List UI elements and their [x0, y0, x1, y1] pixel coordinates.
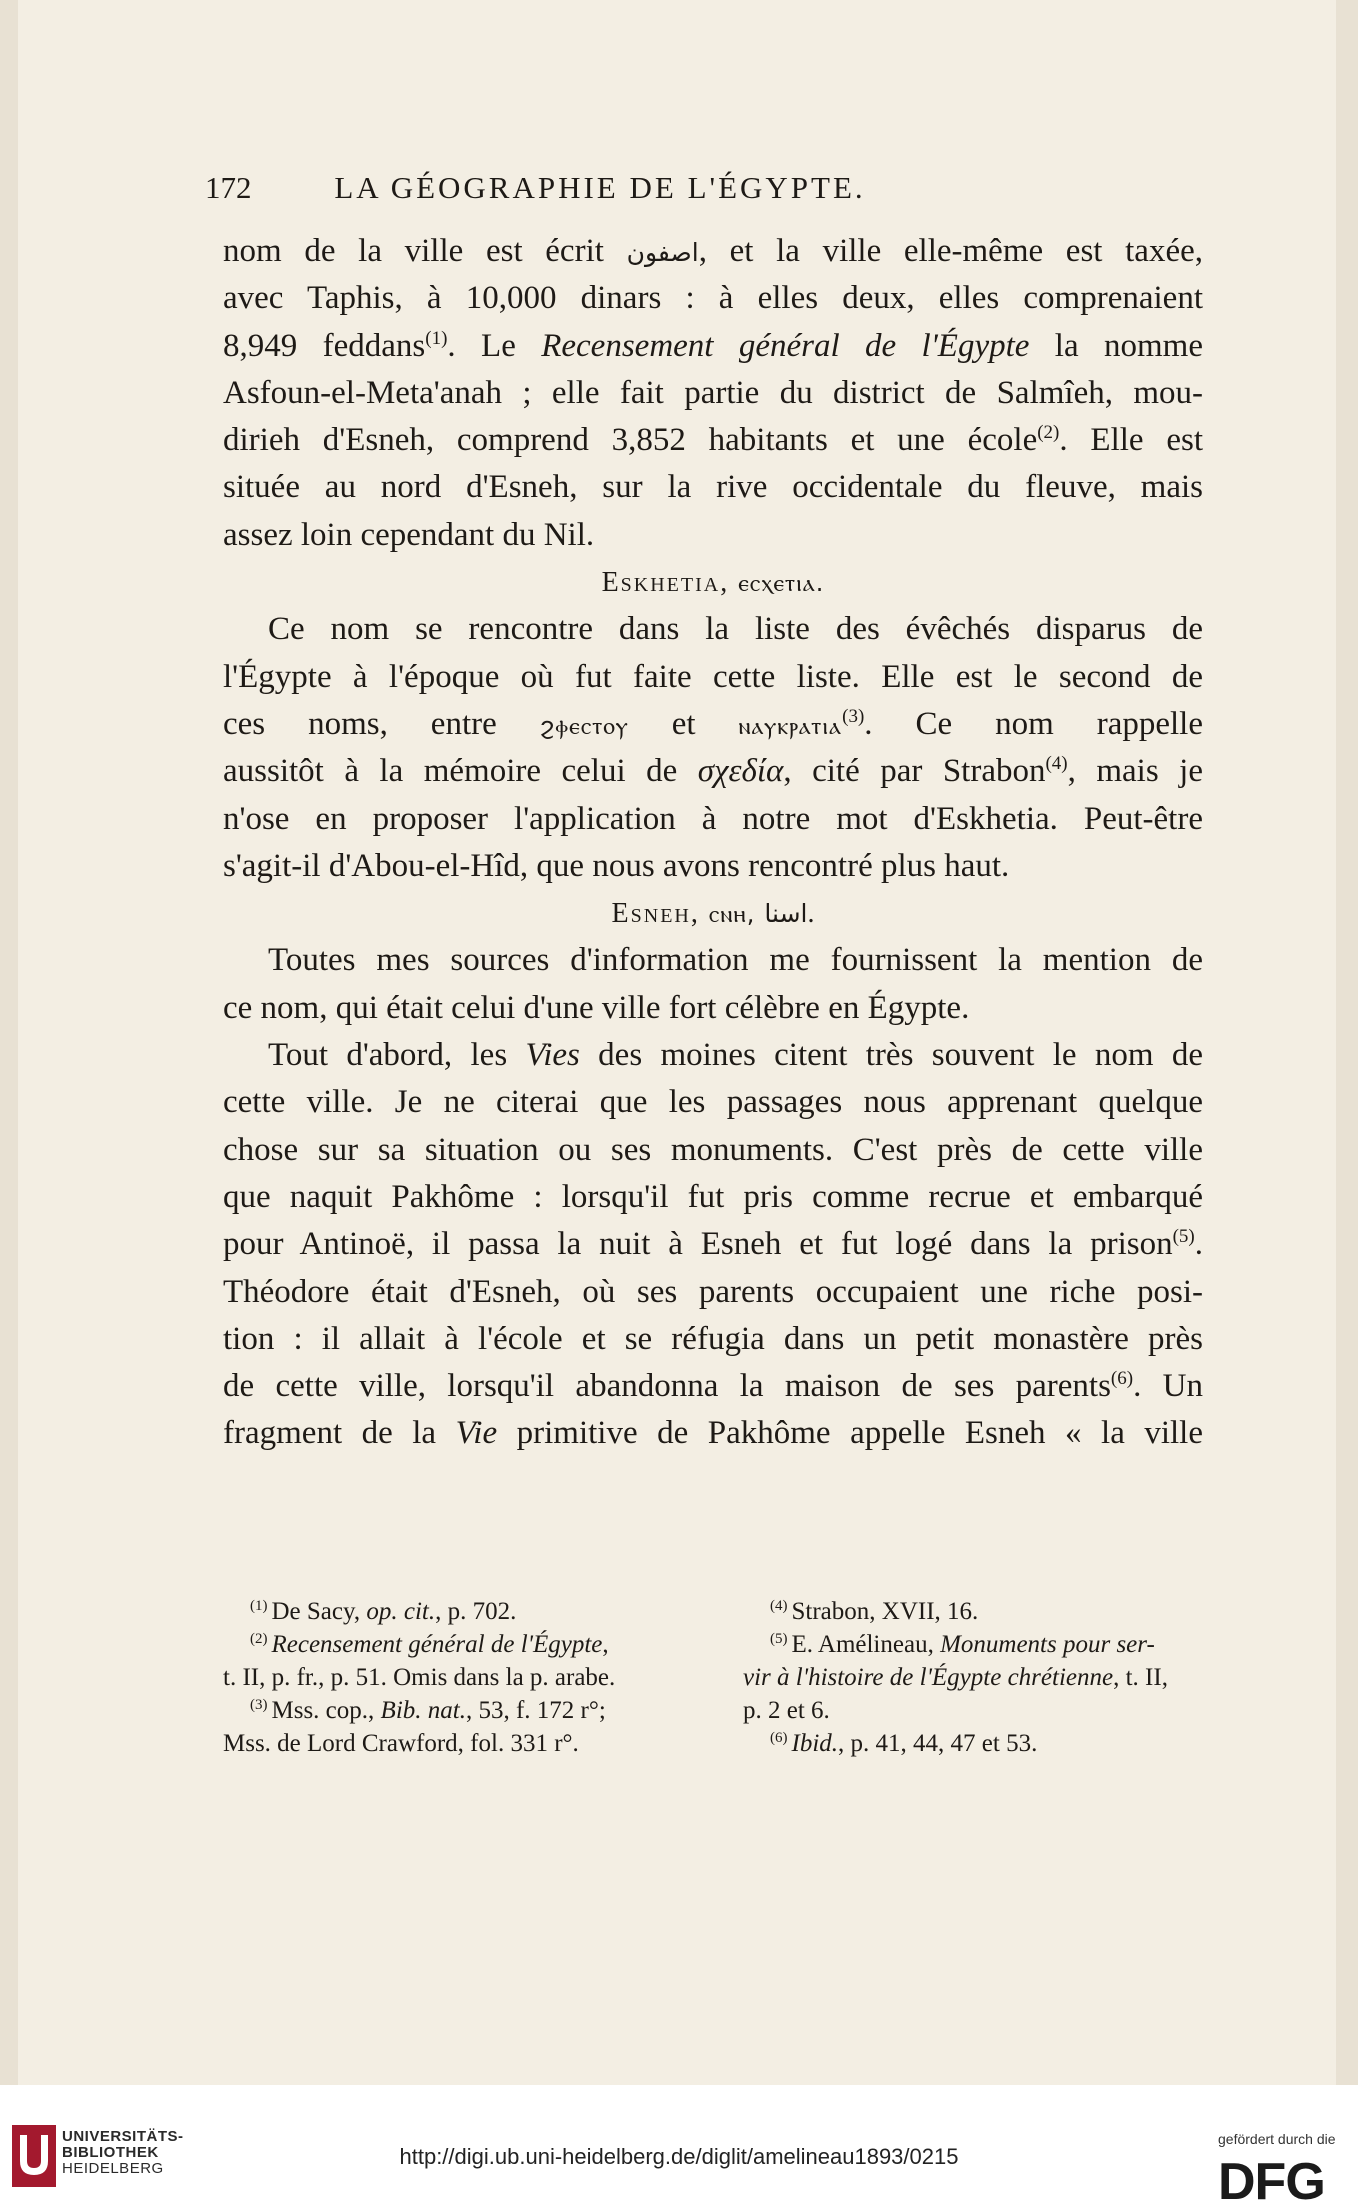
text-line: pour Antinoë, il passa la nuit à Esneh et fut logé dans la prison$^{(5)}$. [223, 1226, 1203, 1263]
text-line: Asfoun-el-Meta'anah ; elle fait partie du district de Salmîeh, mou- [223, 374, 1203, 411]
footnote-ref: (2) [1037, 422, 1060, 444]
text-line: tion : il allait à l'école et se réfugia dans un petit monastère près [223, 1320, 1203, 1357]
text-line: 8,949 feddans$^{(1)}$. Le Recensement général de l'Égypte la nomme [223, 327, 1203, 364]
section-heading-esneh: Esneh, ⲥⲛⲏ, اسنا. [611, 898, 815, 930]
coptic-word: ⲛⲁⲩⲕⲣⲁⲧⲓⲁ [738, 711, 843, 740]
text-line: cette ville. Je ne citerai que les passages nous apprenant quelque [223, 1084, 1203, 1121]
text-line: Théodore était d'Esneh, où ses parents occupaient une riche posi- [223, 1273, 1203, 1310]
footnote-2-continued: t. II, p. fr., p. 51. Omis dans la p. arabe. [223, 1664, 616, 1691]
footnote-ref: (1) [425, 327, 448, 349]
text-line: assez loin cependant du Nil. [223, 516, 595, 553]
footnote-3-continued: Mss. de Lord Crawford, fol. 331 r°. [223, 1730, 579, 1757]
arabic-name: اصفون [626, 238, 699, 267]
footnote-6: $^{(6)}$ Ibid., p. 41, 44, 47 et 53. [770, 1729, 1038, 1757]
arabic-name: اسنا [764, 899, 808, 929]
text-line: dirieh d'Esneh, comprend 3,852 habitants et une école$^{(2)}$. Elle est [223, 422, 1203, 459]
footnote-ref: (3) [842, 705, 865, 727]
text-line: Tout d'abord, les Vies des moines citent très souvent le nom de [268, 1037, 1203, 1074]
footnotes-left-column [223, 1595, 688, 1760]
text-line: fragment de la Vie primitive de Pakhôme appelle Esneh « la ville [223, 1415, 1203, 1452]
text-line: s'agit-il d'Abou-el-Hîd, que nous avons rencontré plus haut. [223, 847, 1010, 884]
funded-by-label: gefördert durch die [1218, 2131, 1336, 2147]
footnote-ref: (4) [1045, 753, 1068, 775]
footnote-5: $^{(5)}$ E. Amélineau, Monuments pour ser- [770, 1630, 1155, 1658]
running-head [205, 170, 995, 210]
dfg-logo: DFG [1218, 2153, 1325, 2211]
section-heading-eskhetia: Eskhetia, ⲉⲥⲭⲉⲧⲓⲁ. [601, 567, 825, 599]
work-title: Vie [455, 1415, 498, 1452]
footnote-3: $^{(3)}$ Mss. cop., Bib. nat., 53, f. 172 r°; [250, 1696, 606, 1724]
text-line: l'Égypte à l'époque où fut faite cette liste. Elle est le second de [223, 658, 1203, 695]
page-number: 172 [205, 170, 252, 205]
footnote-ref: (5) [1172, 1226, 1195, 1248]
work-title: Vies [525, 1037, 580, 1074]
text-line: n'ose en proposer l'application à notre mot d'Eskhetia. Peut-être [223, 800, 1203, 837]
text-line: aussitôt à la mémoire celui de σχεδία, cité par Strabon$^{(4)}$, mais je [223, 753, 1203, 790]
greek-word: σχεδία [697, 753, 784, 790]
footnote-4: $^{(4)}$ Strabon, XVII, 16. [770, 1597, 979, 1625]
running-title: LA GÉOGRAPHIE DE L'ÉGYPTE. [334, 170, 866, 205]
footnotes-right-column [743, 1595, 1208, 1760]
body-text [223, 228, 1203, 1458]
text-line: située au nord d'Esneh, sur la rive occidentale du fleuve, mais [223, 469, 1203, 506]
text-line: Ce nom se rencontre dans la liste des évêchés disparus de [268, 611, 1203, 648]
footnote-2: $^{(2)}$ Recensement général de l'Égypte, [250, 1630, 609, 1658]
text-line: nom de la ville est écrit اصفون, et la ville elle-même est taxée, [223, 233, 1203, 269]
footnote-5-continued-2: p. 2 et 6. [743, 1697, 830, 1724]
coptic-name: ⲥⲛⲏ, [708, 900, 756, 929]
digitization-footer [0, 2085, 1358, 2212]
work-title: Recensement général de l'Égypte [541, 327, 1030, 364]
library-name: UNIVERSITÄTS- BIBLIOTHEK HEIDELBERG [62, 2128, 184, 2177]
text-line: que naquit Pakhôme : lorsqu'il fut pris comme recrue et embarqué [223, 1178, 1203, 1215]
permalink-url[interactable]: http://digi.ub.uni-heidelberg.de/diglit/amelineau1893/0215 [399, 2144, 959, 2169]
text-line: ce nom, qui était celui d'une ville fort célèbre en Égypte. [223, 989, 970, 1026]
text-line: Toutes mes sources d'information me fournissent la mention de [268, 942, 1203, 979]
text-line: de cette ville, lorsqu'il abandonna la maison de ses parents$^{(6)}$. Un [223, 1368, 1203, 1405]
text-line: avec Taphis, à 10,000 dinars : à elles deux, elles comprenaient [223, 280, 1203, 317]
coptic-word: ϩⲫⲉⲥⲧⲟⲩ [539, 711, 629, 740]
footnote-ref: (6) [1110, 1368, 1134, 1390]
coptic-name: ⲉⲥⲭⲉⲧⲓⲁ. [738, 569, 825, 598]
footnote-5-continued: vir à l'histoire de l'Égypte chrétienne, t. II, [743, 1664, 1168, 1691]
text-line: ces noms, entre ϩⲫⲉⲥⲧⲟⲩ et ⲛⲁⲩⲕⲣⲁⲧⲓⲁ$^{(3)}$. Ce nom rappelle [223, 705, 1203, 742]
footnote-1: $^{(1)}$ De Sacy, op. cit., p. 702. [250, 1597, 517, 1625]
text-line: chose sur sa situation ou ses monuments. C'est près de cette ville [223, 1131, 1203, 1168]
